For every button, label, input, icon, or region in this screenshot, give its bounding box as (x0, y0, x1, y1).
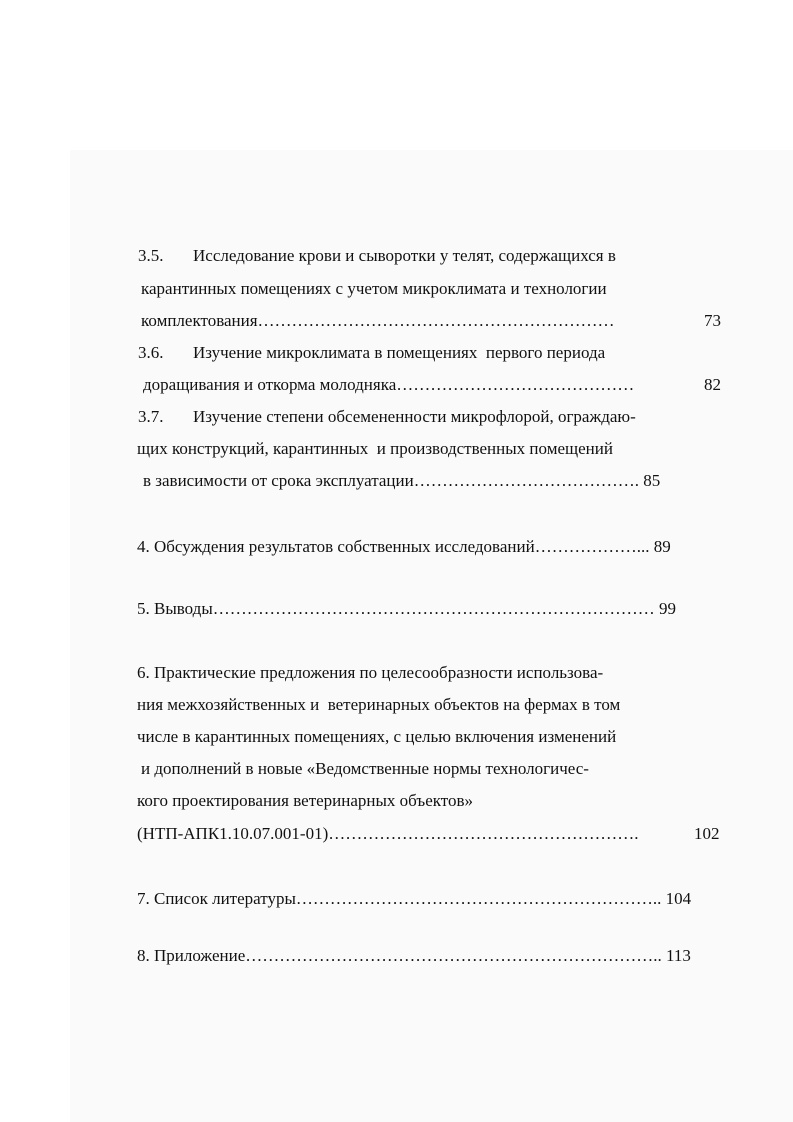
toc-3-7-title: Изучение степени обсемененности микрофлорой, ограждаю- (193, 407, 636, 426)
toc-3-5-title-cont: карантинных помещениях с учетом микроклимата и технологии (141, 279, 607, 298)
toc-3-5-title: Исследование крови и сыворотки у телят, содержащихся в (193, 246, 616, 265)
toc-5-entry: 5. Выводы…………………………………………………………………… 99 (137, 599, 677, 618)
toc-3-5-leader: комплектования……………………………………………………… (141, 311, 615, 330)
toc-4-entry: 4. Обсуждения результатов собственных исследований………………... 89 (137, 537, 671, 556)
toc-6-title: 6. Практические предложения по целесообразности использова- (137, 663, 604, 682)
toc-6-title-cont: ния межхозяйственных и ветеринарных объектов на фермах в том (137, 695, 621, 714)
toc-3-6-leader: доращивания и откорма молодняка…………………………………… (143, 375, 635, 394)
toc-6-title-cont: кого проектирования ветеринарных объектов» (137, 791, 474, 810)
toc-3-7-title-cont: щих конструкций, карантинных и производственных помещений (137, 439, 613, 458)
toc-7-entry: 7. Список литературы……………………………………………………….. 104 (137, 889, 692, 908)
toc-3-7-number: 3.7. (138, 407, 164, 426)
toc-6-title-cont: числе в карантинных помещениях, с целью включения изменений (137, 727, 617, 746)
toc-3-6-title: Изучение микроклимата в помещениях первого периода (193, 343, 606, 362)
toc-3-6-number: 3.6. (138, 343, 164, 362)
toc-3-5-page: 73 (704, 311, 721, 330)
toc-6-title-cont: и дополнений в новые «Ведомственные нормы технологичес- (141, 759, 589, 778)
toc-6-leader: (НТП-АПК1.10.07.001-01)………………………………………………. (137, 824, 639, 843)
toc-8-entry: 8. Приложение……………………………………………………………….. 113 (137, 946, 691, 965)
toc-3-5-number: 3.5. (138, 246, 164, 265)
toc-6-page: 102 (694, 824, 720, 843)
toc-3-7-leader: в зависимости от срока эксплуатации…………………………………. 85 (143, 471, 661, 490)
toc-3-6-page: 82 (704, 375, 721, 394)
